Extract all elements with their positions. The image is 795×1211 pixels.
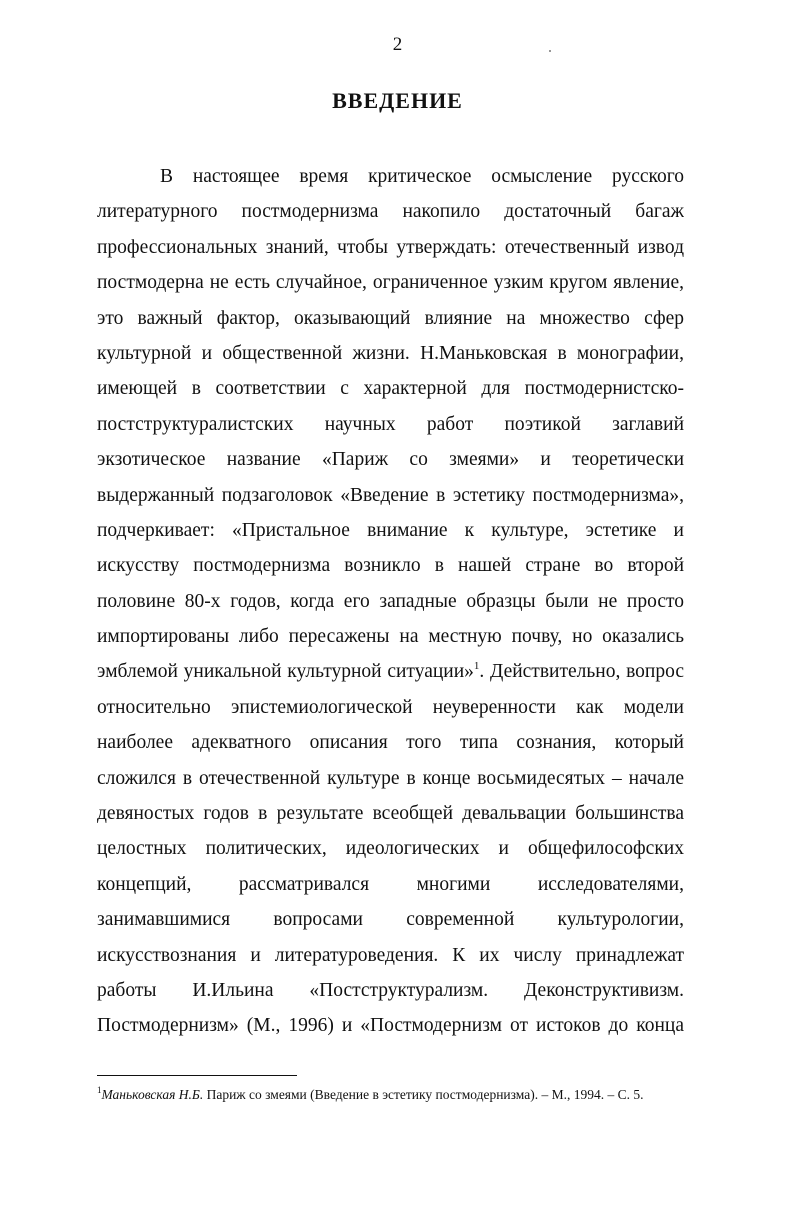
body-line: импортированы либо пересажены на местную почву, но оказались bbox=[97, 626, 684, 648]
body-line: девяностых годов в результате всеобщей девальвации большинства bbox=[97, 803, 684, 825]
line-text-after-ref: . Действительно, вопрос bbox=[479, 661, 684, 683]
page-number: 2 bbox=[392, 34, 403, 55]
footnote bbox=[97, 1086, 697, 1104]
body-line: искусству постмодернизма возникло в нашей стране во второй bbox=[97, 555, 684, 577]
body-line: профессиональных знаний, чтобы утверждать: отечественный извод bbox=[97, 236, 684, 258]
body-line: имеющей в соответствии с характерной для постмодернистско- bbox=[97, 378, 684, 400]
body-line: выдержанный подзаголовок «Введение в эстетику постмодернизма», bbox=[97, 484, 684, 506]
footnote-ref-mark: 1 bbox=[473, 660, 480, 673]
body-line: целостных политических, идеологических и общефилософских bbox=[97, 838, 684, 860]
section-heading: ВВЕДЕНИЕ bbox=[332, 88, 463, 113]
body-line: занимавшимися вопросами современной культурологии, bbox=[97, 909, 684, 931]
footnote-divider bbox=[97, 1075, 297, 1076]
footnote-mark: 1 bbox=[97, 1085, 102, 1095]
scan-speck bbox=[549, 50, 551, 52]
body-line: концепций, рассматривался многими исследователями, bbox=[97, 873, 684, 895]
body-line: Постмодернизм» (М., 1996) и «Постмодернизм от истоков до конца bbox=[97, 1015, 684, 1037]
body-line-with-footnote-ref bbox=[97, 654, 684, 689]
body-line: постструктуралистских научных работ поэтикой заглавий bbox=[97, 413, 684, 435]
body-line: литературного постмодернизма накопило достаточный багаж bbox=[97, 201, 684, 223]
body-line: относительно эпистемиологической неуверенности как модели bbox=[97, 696, 684, 718]
body-line: подчеркивает: «Пристальное внимание к культуре, эстетике и bbox=[97, 519, 684, 541]
body-line: экзотическое название «Париж со змеями» и теоретически bbox=[97, 449, 684, 471]
body-line: искусствознания и литературоведения. К их числу принадлежат bbox=[97, 944, 684, 966]
body-text bbox=[97, 159, 684, 1044]
body-line: половине 80-х годов, когда его западные образцы были не просто bbox=[97, 590, 684, 612]
body-line: сложился в отечественной культуре в конце восьмидесятых – начале bbox=[97, 767, 684, 789]
body-line: В настоящее время критическое осмысление русского bbox=[160, 166, 684, 187]
body-line: наиболее адекватного описания того типа сознания, который bbox=[97, 732, 684, 754]
body-line: культурной и общественной жизни. Н.Маньковская в монографии, bbox=[97, 342, 684, 364]
body-line: постмодерна не есть случайное, ограниченное узким кругом явление, bbox=[97, 272, 684, 294]
footnote-author: Маньковская Н.Б. bbox=[101, 1087, 204, 1102]
footnote-text: Париж со змеями (Введение в эстетику постмодернизма). – М., 1994. – С. 5. bbox=[203, 1087, 644, 1102]
body-line: работы И.Ильина «Постструктурализм. Деконструктивизм. bbox=[97, 979, 684, 1001]
body-line: это важный фактор, оказывающий влияние на множество сфер bbox=[97, 307, 684, 329]
line-text-before-ref: эмблемой уникальной культурной ситуации» bbox=[97, 661, 474, 683]
